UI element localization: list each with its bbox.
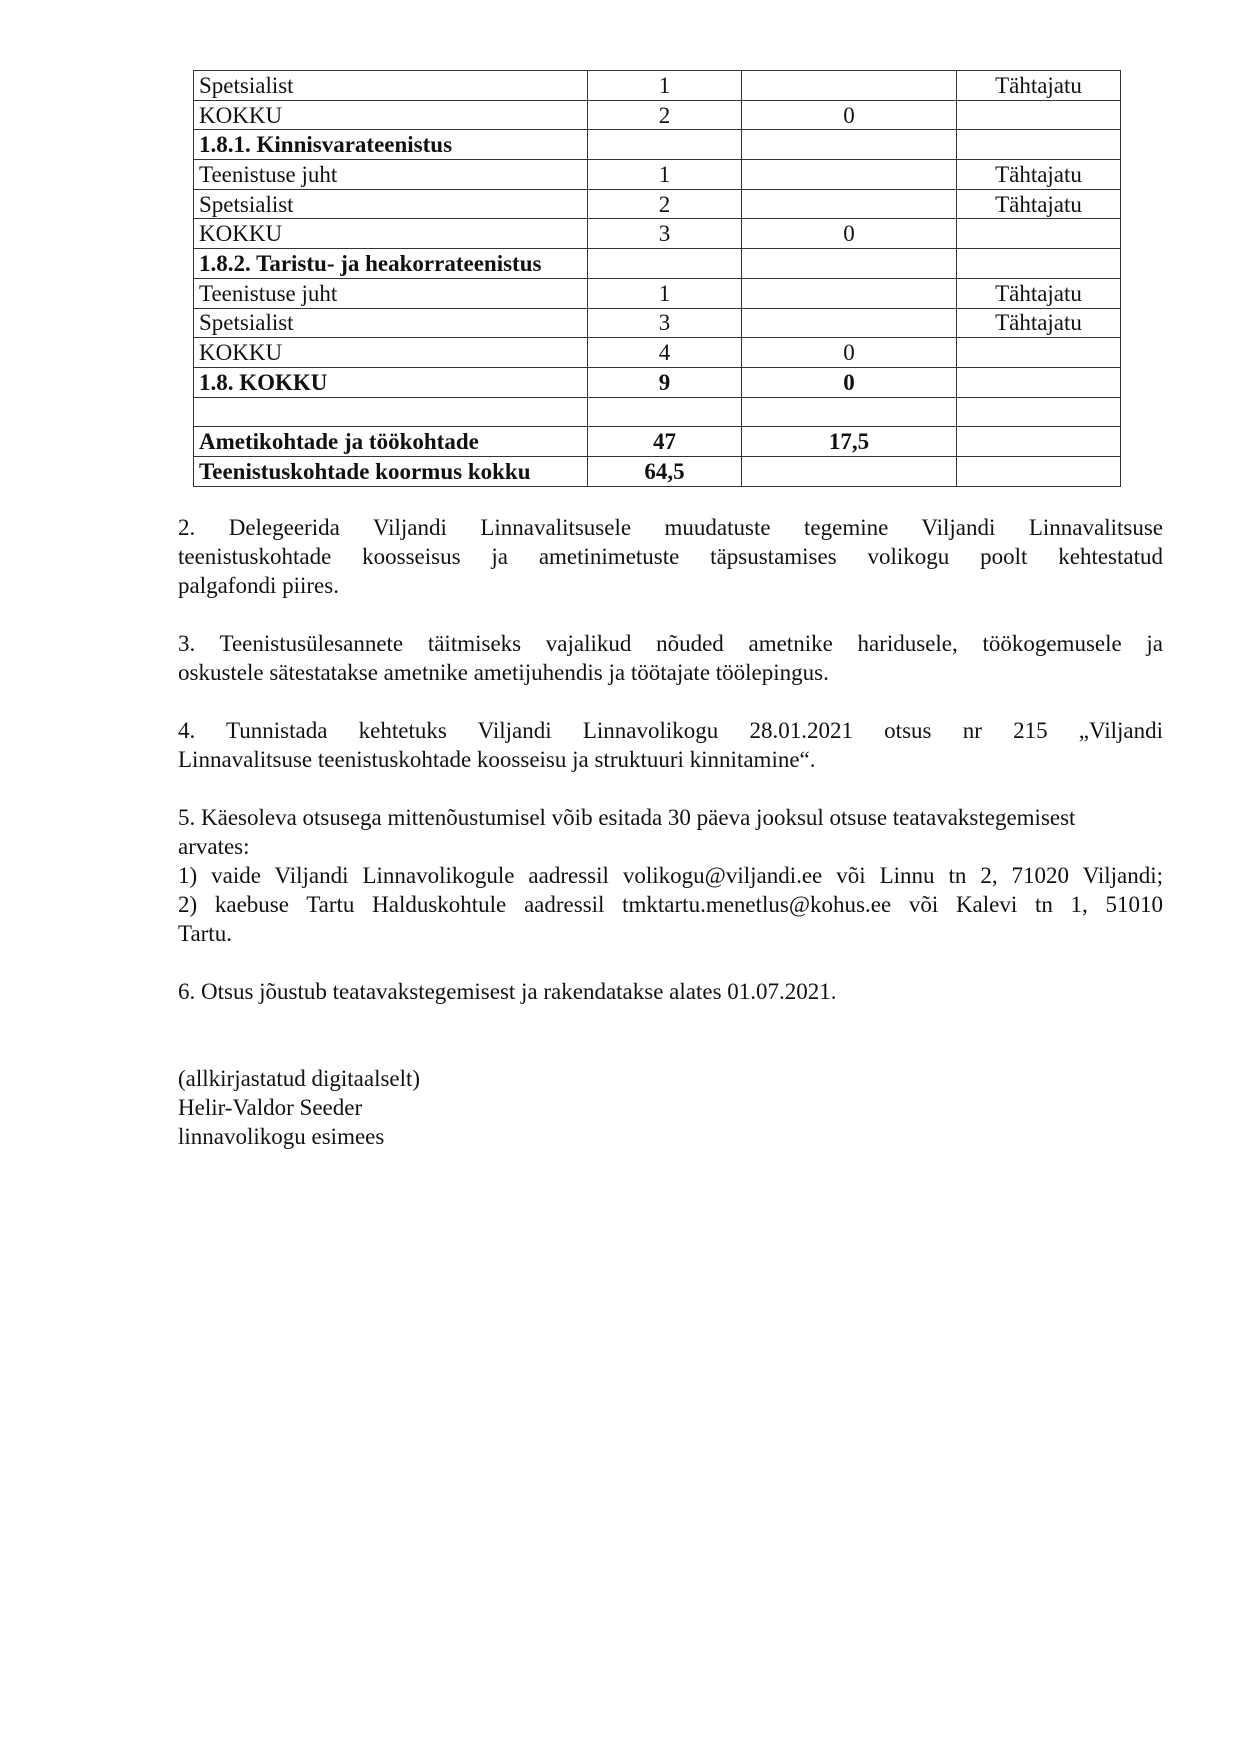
cell-job-count: [742, 249, 957, 279]
cell-position-name: [194, 397, 588, 427]
cell-job-count: [742, 71, 957, 101]
paragraph-line: 2) kaebuse Tartu Halduskohtule aadressil tmktartu.menetlus@kohus.ee või Kalevi tn 1, 51010: [178, 892, 1163, 917]
paragraph-2: [178, 513, 1163, 600]
cell-position-name: Teenistuse juht: [194, 160, 588, 190]
table-row: [194, 130, 1121, 160]
cell-term: [957, 219, 1121, 249]
cell-term: [957, 100, 1121, 130]
table-row: [194, 278, 1121, 308]
cell-official-count: [588, 397, 742, 427]
paragraph-line: teenistuskohtade koosseisus ja ametinimetuste täpsustamises volikogu poolt kehtestatud: [178, 544, 1163, 569]
cell-position-name: 1.8. KOKKU: [194, 367, 588, 397]
cell-position-name: Spetsialist: [194, 71, 588, 101]
cell-position-name: KOKKU: [194, 100, 588, 130]
signature-note: (allkirjastatud digitaalselt): [178, 1066, 421, 1091]
staff-table-body: [194, 71, 1121, 487]
paragraph-line: oskustele sätestatakse ametnike ametijuhendis ja töötajate töölepingus.: [178, 660, 829, 685]
cell-position-name: 1.8.2. Taristu- ja heakorrateenistus: [194, 249, 588, 279]
cell-job-count: [742, 456, 957, 486]
cell-position-name: Teenistuse juht: [194, 278, 588, 308]
paragraph-line: Linnavalitsuse teenistuskohtade koosseisu ja struktuuri kinnitamine“.: [178, 747, 816, 772]
cell-term: Tähtajatu: [957, 160, 1121, 190]
table-row: [194, 189, 1121, 219]
cell-job-count: [742, 189, 957, 219]
cell-job-count: 0: [742, 367, 957, 397]
cell-position-name: 1.8.1. Kinnisvarateenistus: [194, 130, 588, 160]
table-row: [194, 71, 1121, 101]
table-row: [194, 338, 1121, 368]
cell-official-count: 9: [588, 367, 742, 397]
cell-term: Tähtajatu: [957, 189, 1121, 219]
paragraph-line: 2. Delegeerida Viljandi Linnavalitsusele muudatuste tegemine Viljandi Linnavalitsuse: [178, 515, 1163, 540]
table-row: [194, 160, 1121, 190]
staff-table: [193, 70, 1121, 487]
cell-official-count: 47: [588, 427, 742, 457]
cell-job-count: 0: [742, 219, 957, 249]
cell-position-name: Ametikohtade ja töökohtade: [194, 427, 588, 457]
paragraph-line: palgafondi piires.: [178, 573, 339, 598]
table-row: [194, 308, 1121, 338]
table-row: [194, 100, 1121, 130]
cell-position-name: Spetsialist: [194, 189, 588, 219]
cell-term: Tähtajatu: [957, 71, 1121, 101]
cell-official-count: 1: [588, 278, 742, 308]
paragraph-line: 5. Käesoleva otsusega mittenõustumisel võib esitada 30 päeva jooksul otsuse teatavakstegemisest: [178, 805, 1076, 830]
cell-job-count: [742, 397, 957, 427]
cell-term: [957, 397, 1121, 427]
paragraph-5: [178, 803, 1163, 948]
cell-job-count: [742, 308, 957, 338]
paragraph-line: 1) vaide Viljandi Linnavolikogule aadressil volikogu@viljandi.ee või Linnu tn 2, 71020 Viljandi;: [178, 863, 1163, 888]
cell-term: Tähtajatu: [957, 308, 1121, 338]
table-row: [194, 427, 1121, 457]
cell-job-count: 17,5: [742, 427, 957, 457]
table-row: [194, 456, 1121, 486]
cell-official-count: [588, 249, 742, 279]
cell-official-count: 1: [588, 71, 742, 101]
cell-job-count: 0: [742, 100, 957, 130]
cell-term: [957, 367, 1121, 397]
cell-official-count: 3: [588, 308, 742, 338]
cell-term: [957, 427, 1121, 457]
cell-term: [957, 130, 1121, 160]
table-row: [194, 219, 1121, 249]
cell-official-count: [588, 130, 742, 160]
paragraph-line: 3. Teenistusülesannete täitmiseks vajalikud nõuded ametnike haridusele, töökogemusele ja: [178, 631, 1163, 656]
cell-job-count: [742, 278, 957, 308]
cell-term: [957, 456, 1121, 486]
paragraph-line: arvates:: [178, 834, 250, 859]
paragraph-line: 6. Otsus jõustub teatavakstegemisest ja rakendatakse alates 01.07.2021.: [178, 979, 837, 1004]
cell-job-count: 0: [742, 338, 957, 368]
paragraph-6: [178, 977, 1163, 1006]
cell-official-count: 64,5: [588, 456, 742, 486]
cell-term: Tähtajatu: [957, 278, 1121, 308]
paragraph-line: Tartu.: [178, 921, 232, 946]
table-row: [194, 397, 1121, 427]
cell-official-count: 2: [588, 189, 742, 219]
cell-term: [957, 249, 1121, 279]
cell-position-name: Teenistuskohtade koormus kokku: [194, 456, 588, 486]
table-row: [194, 367, 1121, 397]
cell-official-count: 3: [588, 219, 742, 249]
cell-official-count: 4: [588, 338, 742, 368]
signer-title: linnavolikogu esimees: [178, 1124, 385, 1149]
paragraph-line: 4. Tunnistada kehtetuks Viljandi Linnavolikogu 28.01.2021 otsus nr 215 „Viljandi: [178, 718, 1163, 743]
cell-job-count: [742, 130, 957, 160]
table-row: [194, 249, 1121, 279]
cell-job-count: [742, 160, 957, 190]
paragraph-4: [178, 716, 1163, 774]
signer-name: Helir-Valdor Seeder: [178, 1095, 363, 1120]
cell-position-name: KOKKU: [194, 219, 588, 249]
cell-term: [957, 338, 1121, 368]
paragraph-3: [178, 629, 1163, 687]
cell-position-name: KOKKU: [194, 338, 588, 368]
cell-official-count: 1: [588, 160, 742, 190]
cell-position-name: Spetsialist: [194, 308, 588, 338]
signature-block: [178, 1064, 420, 1151]
cell-official-count: 2: [588, 100, 742, 130]
